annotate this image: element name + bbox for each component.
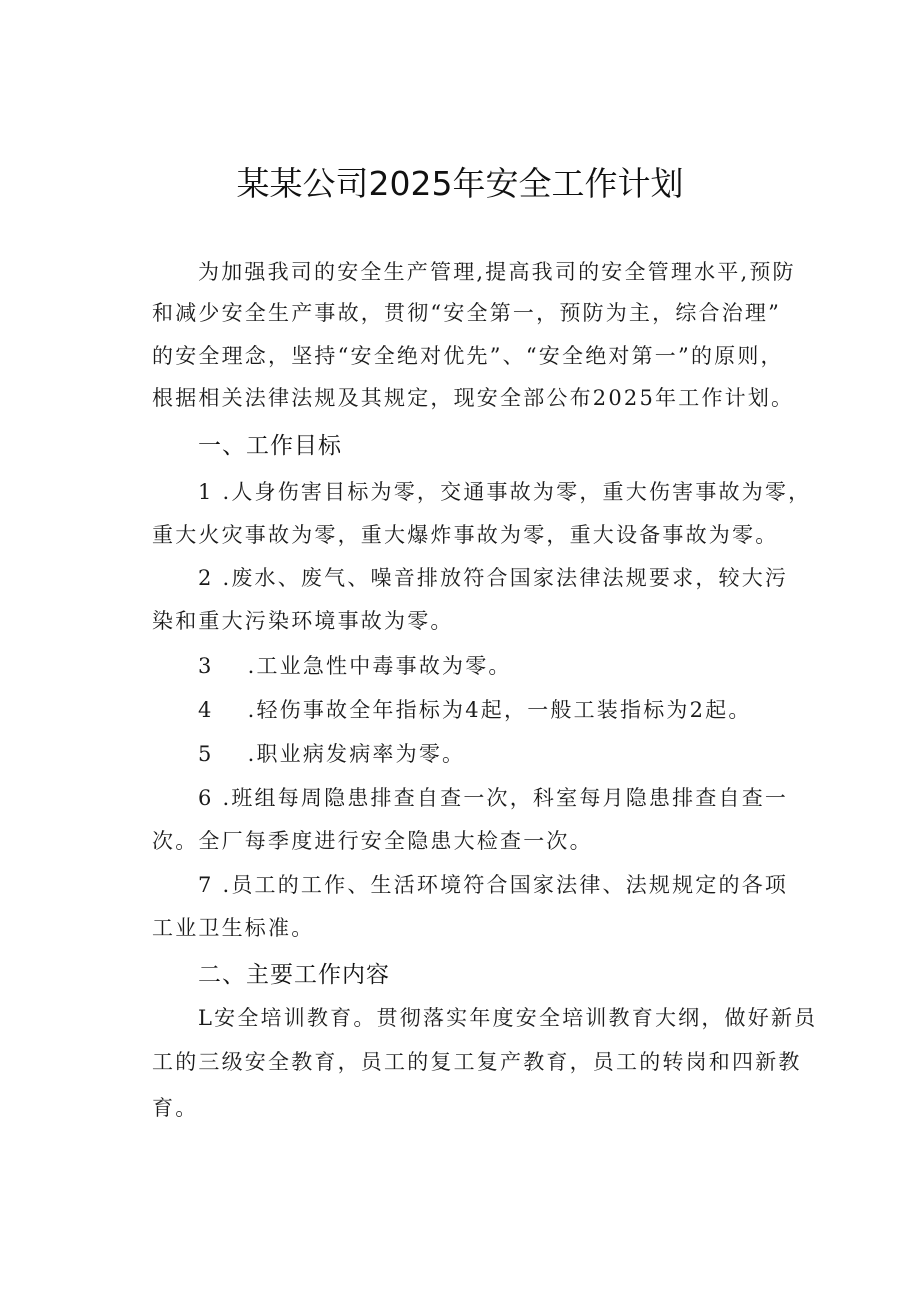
intro-line-1: 为加强我司的安全生产管理,提高我司的安全管理水平,预防 [198, 260, 796, 284]
goal-item-number: 4 [198, 698, 214, 722]
section1-heading: 一、工作目标 [198, 433, 342, 459]
goal-item-text: .职业病发病率为零。 [247, 742, 466, 766]
intro-line-2: 和减少安全生产事故，贯彻“安全第一，预防为主，综合治理” [152, 301, 782, 325]
goal-item-6-continued: 次。全厂每季度进行安全隐患大检查一次。 [152, 829, 593, 853]
goal-item-text: .班组每周隐患排查自查一次，科室每月隐患排查自查一 [222, 786, 789, 810]
goal-item-text: .废水、废气、噪音排放符合国家法律法规要求，较大污 [222, 566, 789, 590]
intro-line-3: 的安全理念，坚持“安全绝对优先”、“安全绝对第一”的原则， [152, 344, 784, 368]
content-line-1: L安全培训教育。贯彻落实年度安全培训教育大纲，做好新员 [198, 1006, 818, 1030]
section2-heading: 二、主要工作内容 [198, 962, 390, 988]
goal-item-2-continued: 染和重大污染环境事故为零。 [152, 609, 454, 633]
goal-item-text: .员工的工作、生活环境符合国家法律、法规规定的各项 [222, 873, 789, 897]
goal-item-1-continued: 重大火灾事故为零，重大爆炸事故为零，重大设备事故为零。 [152, 523, 779, 547]
goal-item-6 [198, 782, 788, 812]
goal-item-text: .人身伤害目标为零，交通事故为零，重大伤害事故为零， [222, 480, 812, 504]
goal-item-number: 5 [198, 742, 214, 766]
goal-item-number: 6 [198, 786, 214, 810]
goal-item-text: .轻伤事故全年指标为4起，一般工装指标为2起。 [247, 698, 752, 722]
goal-item-5 [198, 738, 465, 768]
goal-item-7-continued: 工业卫生标准。 [152, 916, 315, 940]
goal-item-number: 3 [198, 654, 214, 678]
document-title: 某某公司2025年安全工作计划 [236, 164, 684, 203]
goal-item-text: .工业急性中毒事故为零。 [247, 654, 512, 678]
goal-item-number: 2 [198, 566, 214, 590]
goal-item-1 [198, 476, 811, 506]
goal-item-number: 7 [198, 873, 214, 897]
goal-item-2 [198, 562, 788, 592]
goal-item-number: 1 [198, 480, 214, 504]
content-line-3: 育。 [152, 1096, 199, 1120]
goal-item-7 [198, 869, 788, 899]
goal-item-4 [198, 694, 752, 724]
intro-line-4: 根据相关法律法规及其规定，现安全部公布2025年工作计划。 [152, 386, 795, 410]
goal-item-3 [198, 650, 512, 680]
content-line-2: 工的三级安全教育，员工的复工复产教育，员工的转岗和四新教 [152, 1050, 802, 1074]
